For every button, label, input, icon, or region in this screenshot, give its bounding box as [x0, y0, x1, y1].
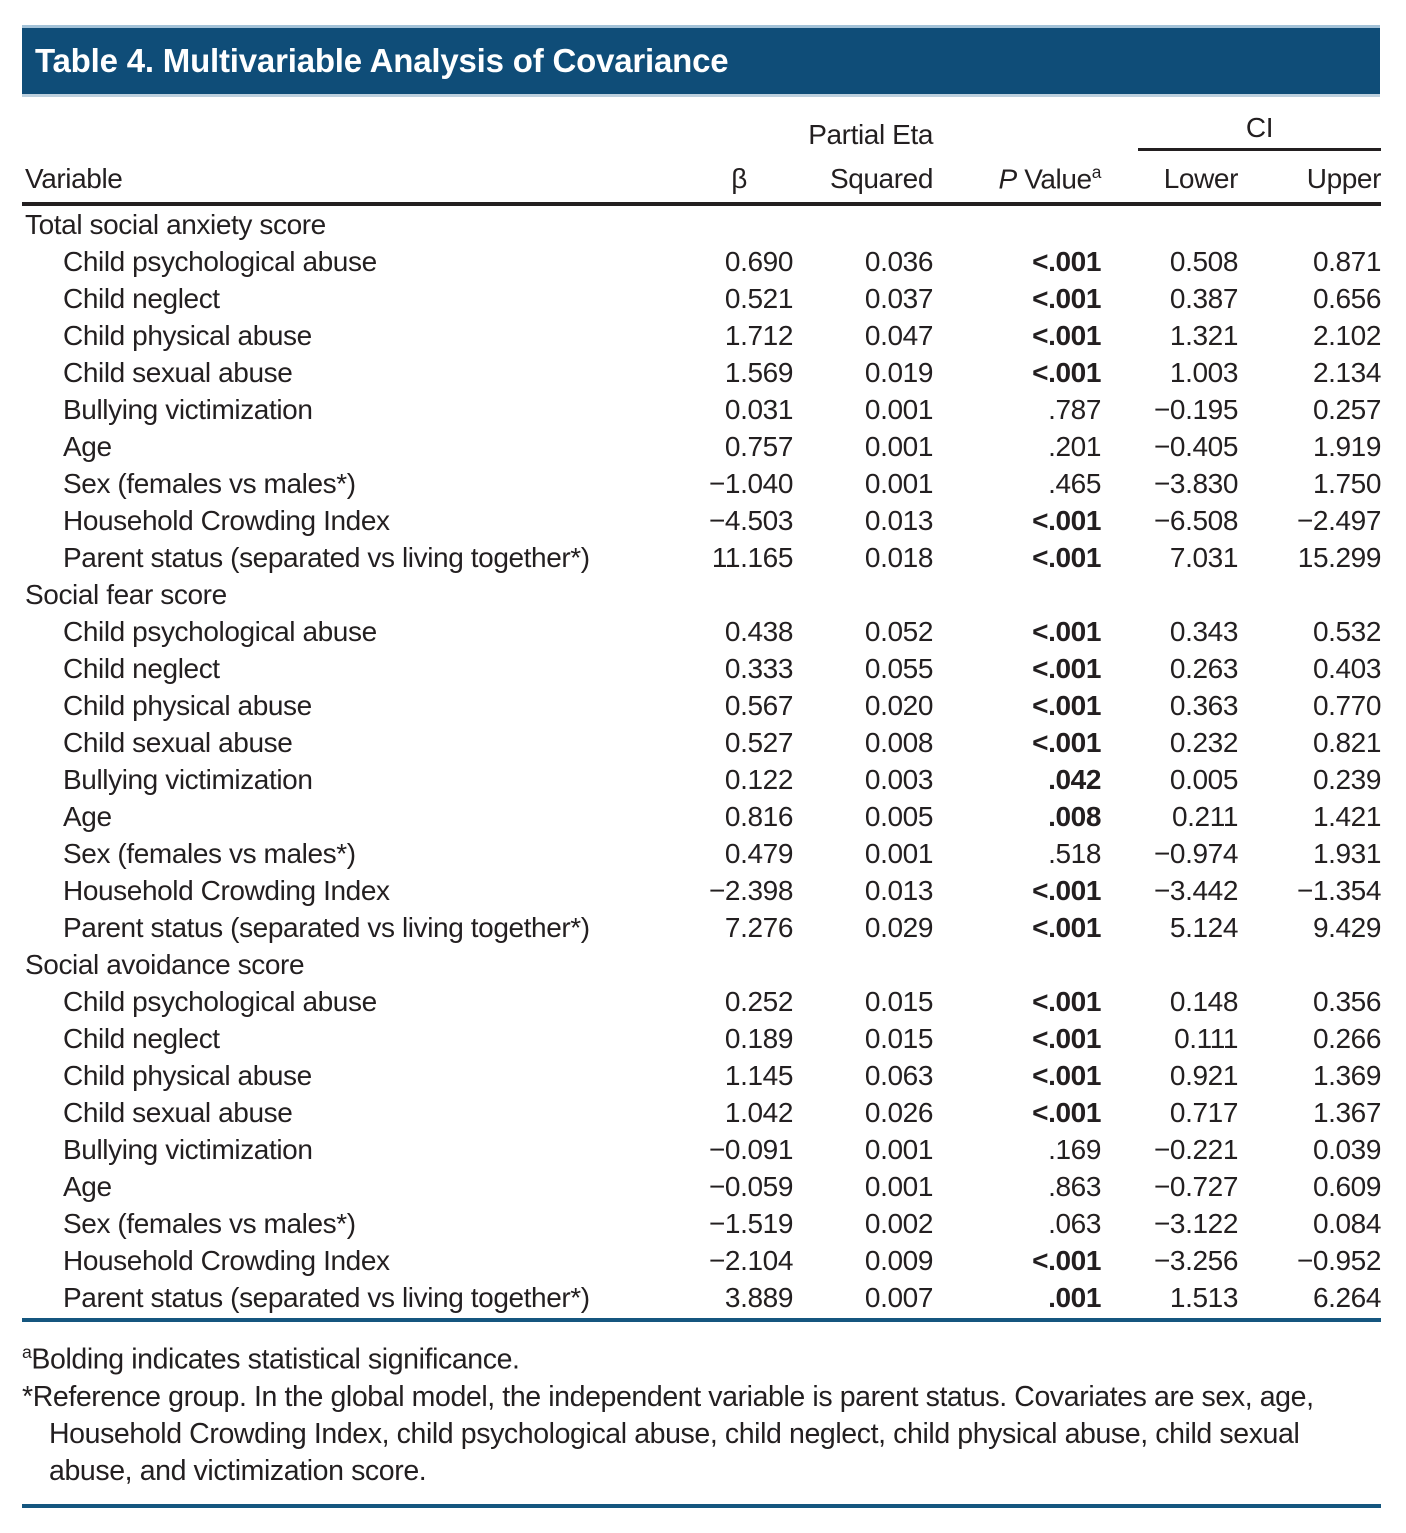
footnote-a-superscript: a: [22, 1342, 32, 1362]
cell-eta: 0.036: [864, 246, 933, 277]
col-header-partial-eta-line1: Partial Eta: [808, 119, 933, 150]
cell-beta: 0.527: [724, 727, 793, 758]
table-row: [22, 1131, 1381, 1168]
table-figure: [0, 25, 1406, 1508]
footnotes: [22, 1334, 1386, 1490]
col-header-ci-lower: Lower: [1101, 153, 1238, 204]
cell-ci-lower: 1.321: [1169, 320, 1238, 351]
cell-p-value: .787: [1048, 394, 1101, 425]
cell-ci-upper: 1.931: [1312, 838, 1382, 869]
cell-beta: 0.031: [724, 394, 793, 425]
cell-ci-upper: 0.656: [1312, 283, 1382, 314]
spacer-cell: [625, 105, 793, 153]
cell-eta: 0.026: [864, 1097, 933, 1128]
section-header-row: [22, 946, 1381, 983]
cell-variable: Bullying victimization: [63, 1134, 313, 1165]
table-row: [22, 465, 1381, 502]
cell-ci-lower: −0.195: [1153, 394, 1238, 425]
cell-ci-lower: −0.727: [1153, 1171, 1238, 1202]
header-row-main: [22, 153, 1381, 204]
cell-eta: 0.029: [864, 912, 933, 943]
cell-eta: 0.001: [864, 468, 933, 499]
cell-p-value: <.001: [1032, 1097, 1101, 1128]
cell-p-value: .042: [1048, 764, 1101, 795]
cell-p-value: <.001: [1032, 246, 1101, 277]
cell-ci-lower: 0.343: [1169, 616, 1238, 647]
cell-p-value: <.001: [1032, 690, 1101, 721]
cell-variable: Child physical abuse: [63, 690, 312, 721]
cell-eta: 0.015: [864, 1023, 933, 1054]
cell-eta: 0.001: [864, 838, 933, 869]
cell-ci-lower: −0.405: [1153, 431, 1238, 462]
cell-variable: Sex (females vs males*): [63, 838, 356, 869]
cell-p-value: .518: [1048, 838, 1101, 869]
table-body: [22, 204, 1381, 1316]
cell-beta: 0.816: [724, 801, 793, 832]
cell-eta: 0.009: [864, 1245, 933, 1276]
cell-ci-upper: 0.532: [1312, 616, 1382, 647]
cell-variable: Child physical abuse: [63, 1060, 312, 1091]
cell-ci-lower: −6.508: [1153, 505, 1238, 536]
cell-eta: 0.020: [864, 690, 933, 721]
cell-beta: 0.252: [724, 986, 793, 1017]
cell-p-value: <.001: [1032, 653, 1101, 684]
cell-ci-upper: 9.429: [1312, 912, 1382, 943]
cell-beta: −2.398: [708, 875, 793, 906]
cell-ci-upper: 1.369: [1312, 1060, 1382, 1091]
table-title-bar: [22, 25, 1380, 97]
cell-eta: 0.001: [864, 1171, 933, 1202]
cell-p-value: <.001: [1032, 986, 1101, 1017]
p-value-italic-p: P: [998, 163, 1017, 194]
col-header-p-value: [933, 153, 1101, 204]
col-header-beta: β: [625, 153, 793, 204]
cell-ci-lower: −3.442: [1153, 875, 1238, 906]
cell-p-value: <.001: [1032, 1060, 1101, 1091]
section-header-row: [22, 204, 1381, 243]
table-row: [22, 1094, 1381, 1131]
cell-eta: 0.001: [864, 431, 933, 462]
cell-p-value: <.001: [1032, 727, 1101, 758]
cell-ci-upper: 0.356: [1312, 986, 1382, 1017]
cell-p-value: .201: [1048, 431, 1101, 462]
cell-variable: Child neglect: [63, 1023, 220, 1054]
cell-eta: 0.037: [864, 283, 933, 314]
cell-ci-lower: 5.124: [1169, 912, 1238, 943]
cell-ci-upper: −0.952: [1296, 1245, 1382, 1276]
table-row: [22, 354, 1381, 391]
cell-p-value: <.001: [1032, 320, 1101, 351]
cell-eta: 0.015: [864, 986, 933, 1017]
cell-variable: Child neglect: [63, 283, 220, 314]
cell-ci-upper: 2.102: [1312, 320, 1382, 351]
table-row: [22, 1242, 1381, 1279]
cell-p-value: <.001: [1032, 912, 1101, 943]
cell-ci-lower: 0.111: [1174, 1023, 1238, 1054]
col-header-variable: Variable: [22, 153, 625, 204]
cell-eta: 0.005: [864, 801, 933, 832]
cell-ci-upper: 0.821: [1312, 727, 1382, 758]
header-row-spanner: [22, 105, 1381, 153]
cell-ci-lower: 0.363: [1169, 690, 1238, 721]
p-value-superscript: a: [1091, 161, 1101, 182]
table-row: [22, 317, 1381, 354]
cell-p-value: <.001: [1032, 875, 1101, 906]
cell-beta: 1.145: [724, 1060, 793, 1091]
cell-p-value: .169: [1048, 1134, 1101, 1165]
cell-variable: Household Crowding Index: [63, 1245, 390, 1276]
section-header-row: [22, 576, 1381, 613]
section-header: Total social anxiety score: [25, 209, 326, 240]
table-title: Table 4. Multivariable Analysis of Covariance: [35, 42, 729, 79]
cell-ci-upper: 0.403: [1312, 653, 1382, 684]
table-row: [22, 1205, 1381, 1242]
cell-eta: 0.001: [864, 394, 933, 425]
col-header-ci: [1101, 105, 1381, 153]
cell-beta: −0.059: [708, 1171, 793, 1202]
cell-ci-upper: 0.871: [1312, 246, 1382, 277]
section-header: Social fear score: [25, 579, 227, 610]
table-header: [22, 105, 1381, 204]
cell-eta: 0.055: [864, 653, 933, 684]
cell-p-value: .001: [1048, 1282, 1101, 1313]
cell-variable: Age: [63, 801, 112, 832]
cell-beta: −2.104: [708, 1245, 793, 1276]
footnote-reference-group: [22, 1379, 1386, 1490]
table-row: [22, 391, 1381, 428]
cell-eta: 0.001: [864, 1134, 933, 1165]
cell-ci-upper: 1.750: [1312, 468, 1382, 499]
cell-ci-upper: 0.770: [1312, 690, 1382, 721]
cell-variable: Household Crowding Index: [63, 505, 390, 536]
footnote-a: [22, 1334, 1386, 1379]
cell-variable: Parent status (separated vs living together*): [63, 912, 590, 943]
cell-p-value: <.001: [1032, 542, 1101, 573]
cell-beta: −1.040: [708, 468, 793, 499]
cell-beta: 0.567: [724, 690, 793, 721]
cell-variable: Parent status (separated vs living together*): [63, 542, 590, 573]
cell-ci-lower: 0.211: [1172, 801, 1238, 832]
cell-ci-lower: 0.005: [1169, 764, 1238, 795]
cell-variable: Age: [63, 431, 112, 462]
table-row: [22, 872, 1381, 909]
cell-p-value: <.001: [1032, 616, 1101, 647]
cell-eta: 0.052: [864, 616, 933, 647]
cell-ci-upper: −1.354: [1296, 875, 1382, 906]
cell-beta: 0.333: [724, 653, 793, 684]
figure-bottom-rule: [22, 1504, 1381, 1508]
cell-variable: Child psychological abuse: [63, 986, 377, 1017]
table-row: [22, 724, 1381, 761]
cell-variable: Sex (females vs males*): [63, 468, 356, 499]
cell-ci-lower: 1.513: [1169, 1282, 1238, 1313]
cell-ci-lower: 7.031: [1169, 542, 1238, 573]
table-row: [22, 909, 1381, 946]
table-row: [22, 1057, 1381, 1094]
cell-ci-lower: 0.717: [1169, 1097, 1238, 1128]
cell-variable: Sex (females vs males*): [63, 1208, 356, 1239]
cell-beta: −0.091: [708, 1134, 793, 1165]
cell-ci-upper: 1.367: [1312, 1097, 1382, 1128]
cell-ci-lower: 0.232: [1169, 727, 1238, 758]
cell-beta: 0.521: [724, 283, 793, 314]
cell-beta: 0.757: [724, 431, 793, 462]
col-header-partial-eta-line2: Squared: [793, 153, 933, 204]
table-row: [22, 798, 1381, 835]
table-row: [22, 650, 1381, 687]
cell-eta: 0.019: [864, 357, 933, 388]
cell-ci-lower: 0.508: [1169, 246, 1238, 277]
cell-ci-lower: −3.256: [1153, 1245, 1238, 1276]
table-bottom-rule: [22, 1318, 1381, 1322]
ancova-table: [22, 105, 1381, 1316]
spacer-cell: [933, 105, 1101, 153]
table-row: [22, 280, 1381, 317]
table-row: [22, 1279, 1381, 1316]
section-header: Social avoidance score: [25, 949, 305, 980]
cell-p-value: <.001: [1032, 1245, 1101, 1276]
table-row: [22, 835, 1381, 872]
cell-eta: 0.013: [864, 505, 933, 536]
cell-ci-upper: 0.084: [1312, 1208, 1382, 1239]
cell-ci-upper: 0.266: [1312, 1023, 1382, 1054]
cell-p-value: <.001: [1032, 505, 1101, 536]
cell-beta: 0.438: [724, 616, 793, 647]
table-row: [22, 613, 1381, 650]
table-row: [22, 687, 1381, 724]
cell-eta: 0.013: [864, 875, 933, 906]
cell-eta: 0.003: [864, 764, 933, 795]
spacer-cell: [22, 105, 625, 153]
footnote-a-text: Bolding indicates statistical significance.: [31, 1343, 520, 1376]
cell-ci-lower: −0.221: [1153, 1134, 1238, 1165]
ci-label: CI: [1245, 112, 1274, 143]
cell-beta: 0.122: [724, 764, 793, 795]
cell-ci-lower: 0.263: [1169, 653, 1238, 684]
cell-beta: 0.690: [724, 246, 793, 277]
cell-p-value: <.001: [1032, 1023, 1101, 1054]
footnote-star-text: Reference group. In the global model, the independent variable is parent status. Covariates are sex, age, Household Crowding Index, child psychological abuse, child neglect, child physical abuse, child sexual abuse, and victimization score.: [32, 1380, 1314, 1487]
cell-ci-upper: 1.919: [1312, 431, 1382, 462]
cell-p-value: .465: [1048, 468, 1101, 499]
table-row: [22, 1168, 1381, 1205]
cell-variable: Age: [63, 1171, 112, 1202]
cell-beta: 11.165: [711, 542, 793, 573]
cell-variable: Child neglect: [63, 653, 220, 684]
cell-ci-upper: 1.421: [1312, 801, 1382, 832]
cell-variable: Child sexual abuse: [63, 1097, 293, 1128]
cell-beta: 7.276: [724, 912, 793, 943]
cell-beta: 0.479: [724, 838, 793, 869]
cell-beta: 1.569: [724, 357, 793, 388]
table-row: [22, 983, 1381, 1020]
cell-variable: Child sexual abuse: [63, 357, 293, 388]
cell-beta: 0.189: [724, 1023, 793, 1054]
cell-variable: Household Crowding Index: [63, 875, 390, 906]
table-row: [22, 1020, 1381, 1057]
cell-beta: 1.042: [724, 1097, 793, 1128]
table-row: [22, 502, 1381, 539]
cell-ci-upper: 0.039: [1312, 1134, 1382, 1165]
cell-ci-upper: 0.239: [1312, 764, 1382, 795]
cell-eta: 0.008: [864, 727, 933, 758]
cell-beta: 1.712: [724, 320, 793, 351]
cell-ci-lower: 0.921: [1169, 1060, 1238, 1091]
cell-eta: 0.002: [864, 1208, 933, 1239]
table-row: [22, 761, 1381, 798]
p-value-rest: Value: [1016, 163, 1092, 194]
cell-ci-lower: −3.830: [1153, 468, 1238, 499]
cell-eta: 0.063: [864, 1060, 933, 1091]
table-row: [22, 539, 1381, 576]
cell-ci-upper: 0.609: [1312, 1171, 1382, 1202]
cell-p-value: .008: [1048, 801, 1101, 832]
table-row: [22, 243, 1381, 280]
cell-ci-upper: 15.299: [1297, 542, 1382, 573]
cell-ci-lower: 1.003: [1169, 357, 1238, 388]
cell-ci-upper: 6.264: [1312, 1282, 1382, 1313]
cell-p-value: .863: [1048, 1171, 1101, 1202]
cell-variable: Parent status (separated vs living together*): [63, 1282, 590, 1313]
cell-variable: Child psychological abuse: [63, 616, 377, 647]
cell-ci-lower: −0.974: [1153, 838, 1238, 869]
cell-eta: 0.018: [864, 542, 933, 573]
cell-p-value: <.001: [1032, 283, 1101, 314]
cell-beta: −1.519: [708, 1208, 793, 1239]
cell-variable: Child psychological abuse: [63, 246, 377, 277]
cell-variable: Child sexual abuse: [63, 727, 293, 758]
cell-ci-upper: 0.257: [1312, 394, 1382, 425]
cell-variable: Child physical abuse: [63, 320, 312, 351]
cell-p-value: .063: [1048, 1208, 1101, 1239]
cell-ci-lower: 0.148: [1169, 986, 1238, 1017]
cell-p-value: <.001: [1032, 357, 1101, 388]
cell-variable: Bullying victimization: [63, 764, 313, 795]
cell-ci-upper: −2.497: [1296, 505, 1382, 536]
cell-eta: 0.047: [864, 320, 933, 351]
cell-beta: 3.889: [724, 1282, 793, 1313]
col-header-ci-upper: Upper: [1238, 153, 1381, 204]
footnote-star: *: [22, 1380, 33, 1413]
cell-eta: 0.007: [864, 1282, 933, 1313]
cell-beta: −4.503: [708, 505, 793, 536]
cell-ci-lower: 0.387: [1169, 283, 1238, 314]
table-row: [22, 428, 1381, 465]
cell-ci-upper: 2.134: [1312, 357, 1382, 388]
cell-ci-lower: −3.122: [1153, 1208, 1238, 1239]
cell-variable: Bullying victimization: [63, 394, 313, 425]
